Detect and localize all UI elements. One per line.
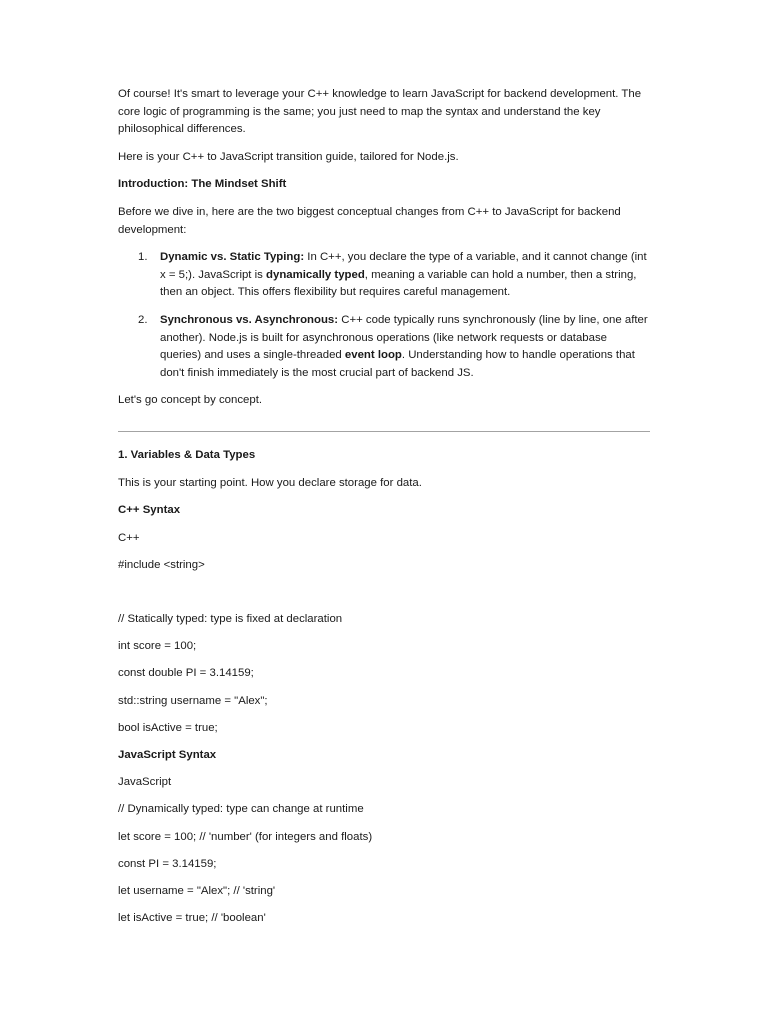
cpp-code-line: int score = 100; (118, 640, 197, 653)
cpp-syntax-heading: C++ Syntax (118, 504, 181, 517)
list-item-emphasis: dynamically typed (266, 268, 365, 281)
list-item (118, 312, 650, 382)
list-item-title: Dynamic vs. Static Typing: (160, 251, 305, 264)
cpp-code-line: const double PI = 3.14159; (118, 667, 254, 680)
js-code-line: const PI = 3.14159; (118, 857, 217, 870)
cpp-code-line: // Statically typed: type is fixed at declaration (118, 613, 343, 626)
outro-paragraph: Let's go concept by concept. (118, 394, 263, 407)
js-code-line: let score = 100; // 'number' (for integers and floats) (118, 830, 373, 843)
list-item-emphasis: event loop (344, 349, 402, 362)
cpp-code-line: std::string username = "Alex"; (118, 694, 268, 707)
list-item (118, 249, 650, 302)
list-item-number: 1. (138, 251, 148, 264)
list-item-text: Synchronous vs. Asynchronous: C++ code typically runs synchronously (line by line, one after another). Node.js is built for asynchronous operations (like network requests or database queries) and uses a single-threaded event loop. Understanding how to handle operations that don't finish immediately is the most crucial part of backend JS. (160, 313, 648, 379)
guide-intro-paragraph: Here is your C++ to JavaScript transition guide, tailored for Node.js. (118, 150, 459, 163)
list-item-text: Dynamic vs. Static Typing: In C++, you declare the type of a variable, and it cannot change (int x = 5;). JavaScript is dynamically typed, meaning a variable can hold a number, then a string, then an object. This offers flexibility but requires careful management. (160, 251, 647, 299)
section-divider (118, 431, 650, 432)
js-syntax-heading: JavaScript Syntax (118, 749, 217, 761)
cpp-code-line: #include <string> (118, 558, 205, 571)
cpp-code-line: bool isActive = true; (118, 721, 218, 734)
intro-paragraph: Of course! It's smart to leverage your C++ knowledge to learn JavaScript for backend development. The core logic of programming is the same; you just need to map the syntax and understand the key philosophical differences. (118, 88, 642, 136)
cpp-language-label: C++ (118, 531, 140, 544)
section-intro: This is your starting point. How you declare storage for data. (118, 476, 422, 489)
js-language-label: JavaScript (118, 776, 172, 789)
list-item-title: Synchronous vs. Asynchronous: (160, 313, 339, 326)
js-code-line: // Dynamically typed: type can change at runtime (118, 803, 364, 816)
section-heading: 1. Variables & Data Types (118, 448, 256, 461)
js-code-line: let username = "Alex"; // 'string' (118, 884, 276, 897)
mindset-heading: Introduction: The Mindset Shift (118, 178, 287, 191)
conceptual-changes-list (118, 249, 650, 382)
document-body (118, 86, 650, 937)
list-item-number: 2. (138, 313, 148, 326)
code-blank-line (118, 584, 650, 611)
js-code-line: let isActive = true; // 'boolean' (118, 912, 266, 925)
conceptual-changes-paragraph: Before we dive in, here are the two biggest conceptual changes from C++ to JavaScript for backend development: (118, 205, 621, 236)
